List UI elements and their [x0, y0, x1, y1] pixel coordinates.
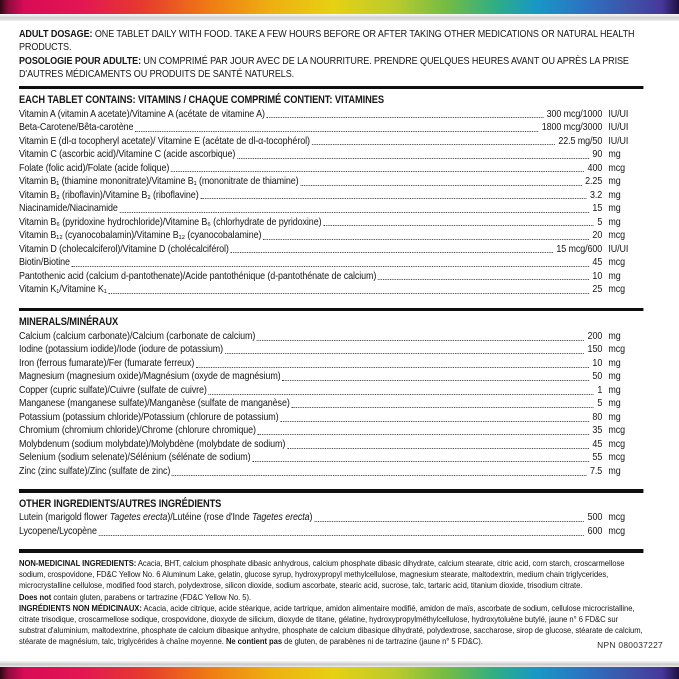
- ingredient-unit: mg: [608, 357, 621, 369]
- ingredient-row: [19, 511, 643, 525]
- dot-leader: [120, 212, 589, 213]
- ingredient-unit: mg: [608, 465, 621, 477]
- section-divider: [19, 86, 643, 90]
- ingredient-unit: mg: [608, 203, 621, 215]
- ingredient-name: Vitamin E (dl-α tocopheryl acetate)/ Vitamine E (acétate de dl-α-tocophérol): [19, 135, 310, 147]
- ingredient-row: [19, 424, 643, 438]
- ingredient-unit: mcg: [608, 525, 625, 537]
- ingredient-row: [19, 525, 643, 539]
- ingredient-row: [19, 270, 643, 284]
- ingredient-row: [19, 411, 643, 425]
- ingredient-name: Vitamin B₁ (thiamine mononitrate)/Vitamine B₁ (mononitrate de thiamine): [19, 176, 299, 188]
- ingredient-name: Niacinamide/Niacinamide: [19, 203, 118, 215]
- rainbow-stripe-top: [0, 0, 679, 14]
- ingredient-amount: 1800 mcg/3000: [541, 122, 603, 134]
- ingredient-row: [19, 108, 643, 122]
- section-divider: [19, 549, 643, 553]
- ingredient-amount: 10: [592, 357, 603, 369]
- ingredient-unit: mg: [608, 411, 621, 423]
- dot-leader: [300, 185, 581, 186]
- ingredient-name: Folate (folic acid)/Folate (acide folique): [19, 162, 170, 174]
- section-minerals: [19, 316, 643, 485]
- dot-leader: [257, 340, 584, 341]
- ingredient-unit: mg: [608, 189, 621, 201]
- ingredient-unit: mg: [608, 330, 621, 342]
- dot-leader: [135, 131, 538, 132]
- ingredient-unit: mcg: [608, 438, 625, 450]
- ingredient-amount: 600: [587, 525, 603, 537]
- npn-number: NPN 080037227: [597, 640, 663, 650]
- ingredient-row: [19, 438, 643, 452]
- ingredient-name: Calcium (calcium carbonate)/Calcium (carbonate de calcium): [19, 330, 256, 342]
- ingredient-name: Lycopene/Lycopène: [19, 525, 97, 537]
- dot-leader: [196, 367, 589, 368]
- ingredient-amount: 80: [592, 411, 603, 423]
- section-vitamins: [19, 94, 643, 304]
- dot-leader: [72, 266, 589, 267]
- label-content: [19, 22, 643, 648]
- ingredient-row: [19, 465, 643, 479]
- ingredient-unit: mg: [608, 149, 621, 161]
- ingredient-amount: 55: [592, 452, 603, 464]
- ingredient-name: Vitamin A (vitamin A acetate)/Vitamine A (acétate de vitamine A): [19, 108, 265, 120]
- ingredient-amount: 20: [592, 230, 603, 242]
- dot-leader: [99, 535, 584, 536]
- ingredient-amount: 3.2: [590, 189, 603, 201]
- ingredient-amount: 90: [592, 149, 603, 161]
- ingredient-name: Beta-Carotene/Bêta-carotène: [19, 122, 134, 134]
- ingredient-amount: 400: [587, 162, 603, 174]
- ingredient-name: Vitamin C (ascorbic acid)/Vitamine C (acide ascorbique): [19, 149, 236, 161]
- ingredient-row: [19, 175, 643, 189]
- ingredient-name: Chromium (chromium chloride)/Chrome (chlorure chromique): [19, 425, 256, 437]
- ingredient-amount: 45: [592, 257, 603, 269]
- ingredient-row: [19, 343, 643, 357]
- ingredient-row: [19, 148, 643, 162]
- ingredient-unit: IU/UI: [608, 122, 629, 134]
- ingredient-row: [19, 216, 643, 230]
- ingredient-name: Pantothenic acid (calcium d-pantothenate)/Acide pantothénique (d-pantothénate de calcium): [19, 270, 377, 282]
- ingredient-row: [19, 330, 643, 344]
- section-divider: [19, 308, 643, 312]
- ingredient-unit: mcg: [608, 230, 625, 242]
- ingredient-unit: mcg: [608, 284, 625, 296]
- ingredient-sections: [19, 94, 643, 553]
- ingredient-amount: 35: [592, 425, 603, 437]
- ingredient-amount: 300 mcg/1000: [546, 108, 603, 120]
- ingredient-amount: 22.5 mg/50: [558, 135, 603, 147]
- ingredient-unit: mcg: [608, 512, 625, 524]
- ingredient-unit: mcg: [608, 257, 625, 269]
- ingredient-unit: mcg: [608, 344, 625, 356]
- ingredient-name: Vitamin K₁/Vitamine K₁: [19, 284, 107, 296]
- section-divider: [19, 489, 643, 493]
- ingredient-row: [19, 384, 643, 398]
- ingredient-amount: 200: [587, 330, 603, 342]
- dot-leader: [267, 117, 544, 118]
- ingredient-unit: mcg: [608, 162, 625, 174]
- ingredient-name: Iron (ferrous fumarate)/Fer (fumarate ferreux): [19, 357, 195, 369]
- dot-leader: [200, 198, 586, 199]
- ingredient-name: Magnesium (magnesium oxide)/Magnésium (oxyde de magnésium): [19, 371, 281, 383]
- ingredient-amount: 150: [587, 344, 603, 356]
- ingredient-name: Manganese (manganese sulfate)/Manganèse (sulfate de manganèse): [19, 398, 290, 410]
- ingredient-unit: mg: [608, 398, 621, 410]
- ingredient-name: Potassium (potassium chloride)/Potassium (chlorure de potassium): [19, 411, 279, 423]
- ingredient-row: [19, 229, 643, 243]
- ingredient-name: Vitamin D (cholecalciferol)/Vitamine D (cholécalciférol): [19, 243, 229, 255]
- dot-leader: [172, 475, 587, 476]
- dot-leader: [378, 279, 589, 280]
- ingredient-amount: 50: [592, 371, 603, 383]
- ingredient-row: [19, 243, 643, 257]
- ingredient-unit: mg: [608, 176, 621, 188]
- dot-leader: [252, 461, 589, 462]
- ingredient-unit: mcg: [608, 425, 625, 437]
- ingredient-row: [19, 121, 643, 135]
- ingredient-row: [19, 451, 643, 465]
- dot-leader: [280, 421, 589, 422]
- dot-leader: [237, 158, 589, 159]
- dot-leader: [282, 380, 589, 381]
- rainbow-stripe-bottom: [0, 667, 679, 679]
- ingredient-name: Molybdenum (sodium molybdate)/Molybdène (molybdate de sodium): [19, 438, 286, 450]
- adult-dosage-en: ADULT DOSAGE: ONE TABLET DAILY WITH FOOD. TAKE A FEW HOURS BEFORE OR AFTER TAKING OTHER MEDICATIONS OR NATURAL HEALTH PRODUCTS.: [19, 29, 635, 54]
- ingredient-unit: IU/UI: [608, 108, 629, 120]
- ingredient-name: Copper (cupric sulfate)/Cuivre (sulfate de cuivre): [19, 384, 207, 396]
- dot-leader: [323, 225, 594, 226]
- gluten-free-claim-en: Does not contain gluten, parabens or tartrazine (FD&C Yellow No. 5).: [19, 591, 252, 602]
- ingredient-amount: 10: [592, 270, 603, 282]
- ingredient-amount: 15: [592, 203, 603, 215]
- ingredient-name: Vitamin B₆ (pyridoxine hydrochloride)/Vitamine B₆ (chlorhydrate de pyridoxine): [19, 216, 322, 228]
- dot-leader: [291, 407, 593, 408]
- ingredient-row: [19, 370, 643, 384]
- dot-leader: [312, 144, 555, 145]
- ingredient-amount: 15 mcg/600: [556, 243, 603, 255]
- section-title: MINERALS/MINÉRAUX: [19, 316, 119, 329]
- ingredient-unit: mg: [608, 216, 621, 228]
- ingredient-unit: mcg: [608, 452, 625, 464]
- non-medicinal-ingredients-en: NON-MEDICINAL INGREDIENTS: Acacia, BHT, calcium phosphate dibasic anhydrous, calcium phosphate dibasic dihydrate, calcium stearate, citric acid, corn starch, croscarmellose sodium, crospovidone, FD&C Yellow No. 6 Aluminum Lake, gelatin, glucose syrup, hydroxypropyl methylcellulose, magnesium stearate, maltodextrin, medium chain triglycerides, microcrystalline cellulose, modified food starch, polydextrose, silicon dioxide, sodium ascorbate, stearic acid, sucrose, talc, tartaric acid, titanium dioxide, trisodium citrate.: [19, 558, 625, 591]
- ingredient-row: [19, 357, 643, 371]
- dot-leader: [287, 448, 589, 449]
- dot-leader: [314, 521, 584, 522]
- dot-leader: [225, 353, 584, 354]
- ingredient-row: [19, 202, 643, 216]
- ingredient-unit: mg: [608, 384, 621, 396]
- ingredient-amount: 5: [597, 216, 603, 228]
- ingredient-unit: IU/UI: [608, 135, 629, 147]
- ingredient-row: [19, 397, 643, 411]
- section-title: OTHER INGREDIENTS/AUTRES INGRÉDIENTS: [19, 497, 222, 510]
- dot-leader: [263, 239, 589, 240]
- ingredient-amount: 7.5: [590, 465, 603, 477]
- ingredient-unit: mg: [608, 371, 621, 383]
- dot-leader: [258, 434, 589, 435]
- ingredient-name: Iodine (potassium iodide)/Iode (iodure de potassium): [19, 344, 224, 356]
- section-title: EACH TABLET CONTAINS: VITAMINS / CHAQUE COMPRIMÉ CONTIENT: VITAMINES: [19, 94, 384, 107]
- ingredient-amount: 500: [587, 512, 603, 524]
- adult-dosage-fr: POSOLOGIE POUR ADULTE: UN COMPRIMÉ PAR JOUR AVEC DE LA NOURRITURE. PRENDRE QUELQUES HEURES AVANT OU APRÈS LA PRISE D'AUTRES MÉDICAMENTS OU PRODUITS DE SANTÉ NATURELS.: [19, 55, 629, 81]
- ingredient-row: [19, 162, 643, 176]
- ingredient-unit: mg: [608, 270, 621, 282]
- ingredient-row: [19, 135, 643, 149]
- non-medicinal-ingredients-fr: INGRÉDIENTS NON MÉDICINAUX: Acacia, acide citrique, acide stéarique, acide tartrique, amidon alimentaire modifié, amidon de maïs, ascorbate de sodium, cellulose microcristalline, citrate trisodique, croscarmellose sodique, crospovidone, dioxyde de silicium, dioxyde de titane, gélatine, hydroxypropylméthylcellulose, hydroxytoluène butylé, jaune n° 6 FD&C sur substrat d'aluminium, maltodextrine, phosphate de calcium dibasique anhydre, phosphate de calcium dibasique dihydraté, polydextrose, saccharose, sirop de glucose, stéarate de calcium, stéarate de magnésium, talc, triglycérides à chaîne moyenne. Ne contient pas de gluten, de parabènes ni de tartrazine (jaune n° 5 FD&C).: [19, 602, 643, 647]
- ingredient-amount: 45: [592, 438, 603, 450]
- ingredient-row: [19, 189, 643, 203]
- ingredient-row: [19, 256, 643, 270]
- section-other: [19, 498, 643, 546]
- ingredient-name: Vitamin B₂ (riboflavin)/Vitamine B₂ (riboflavine): [19, 189, 199, 201]
- ingredient-unit: IU/UI: [608, 243, 629, 255]
- ingredient-name: Lutein (marigold flower Tagetes erecta)/Lutéine (rose d'Inde Tagetes erecta): [19, 512, 313, 524]
- ingredient-name: Selenium (sodium selenate)/Sélénium (sélénate de sodium): [19, 452, 251, 464]
- ingredient-name: Vitamin B₁₂ (cyanocobalamin)/Vitamine B₁₂ (cyanocobalamine): [19, 230, 262, 242]
- dot-leader: [231, 252, 553, 253]
- ingredient-amount: 1: [597, 384, 603, 396]
- dot-leader: [209, 394, 594, 395]
- ingredient-amount: 5: [597, 398, 603, 410]
- ingredient-amount: 2.25: [585, 176, 603, 188]
- ingredient-name: Zinc (zinc sulfate)/Zinc (sulfate de zinc): [19, 465, 171, 477]
- silver-stripe-top: [0, 14, 679, 21]
- ingredient-amount: 25: [592, 284, 603, 296]
- ingredient-row: [19, 283, 643, 297]
- ingredient-name: Biotin/Biotine: [19, 257, 70, 269]
- dot-leader: [108, 293, 588, 294]
- dot-leader: [171, 171, 584, 172]
